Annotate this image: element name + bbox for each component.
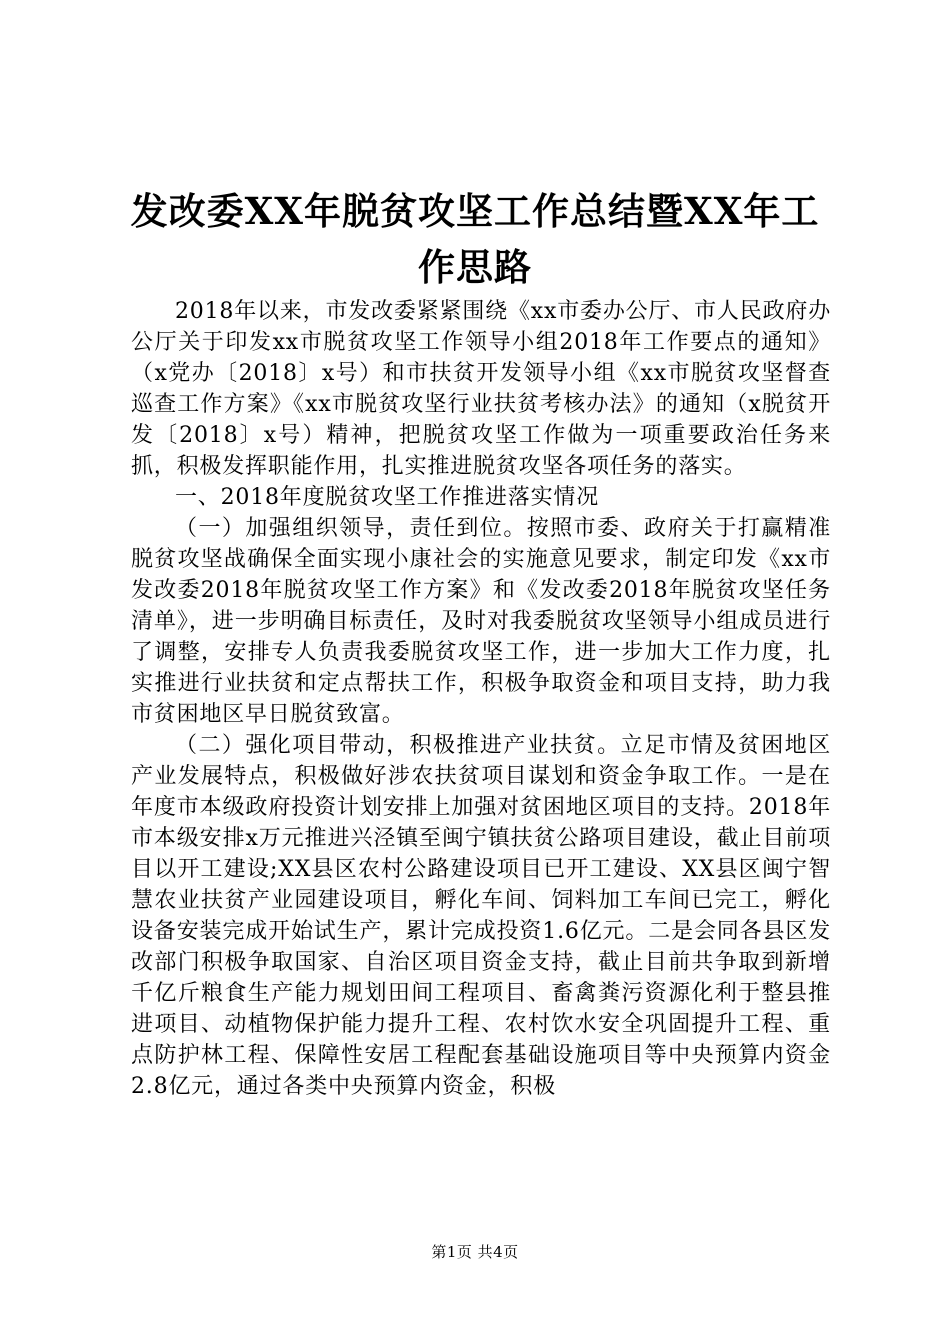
intro-paragraph: 2018年以来，市发改委紧紧围绕《xx市委办公厅、市人民政府办公厅关于印发xx市脱贫攻坚工作领导小组2018年工作要点的通知》（x党办〔2018〕x号）和市扶贫开发领导小组《xx市脱贫攻坚督查巡查工作方案》《xx市脱贫攻坚行业扶贫考核办法》的通知（x脱贫开发〔2018〕x号）精神，把脱贫攻坚工作做为一项重要政治任务来抓，积极发挥职能作用，扎实推进脱贫攻坚各项任务的落实。 [131, 299, 831, 479]
document-body [131, 296, 831, 1102]
section-paragraph-2: （二）强化项目带动，积极推进产业扶贫。立足市情及贫困地区产业发展特点，积极做好涉农扶贫项目谋划和资金争取工作。一是在年度市本级政府投资计划安排上加强对贫困地区项目的支持。2018年市本级安排x万元推进兴泾镇至闽宁镇扶贫公路项目建设，截止目前项目以开工建设;XX县区农村公路建设项目已开工建设、XX县区闽宁智慧农业扶贫产业园建设项目，孵化车间、饲料加工车间已完工，孵化设备安装完成开始试生产，累计完成投资1.6亿元。二是会同各县区发改部门积极争取国家、自治区项目资金支持，截止目前共争取到新增千亿斤粮食生产能力规划田间工程项目、畜禽粪污资源化利于整县推进项目、动植物保护能力提升工程、农村饮水安全巩固提升工程、重点防护林工程、保障性安居工程配套基础设施项目等中央预算内资金2.8亿元，通过各类中央预算内资金，积极 [131, 733, 831, 1099]
section-heading: 一、2018年度脱贫攻坚工作推进落实情况 [175, 485, 599, 510]
section-paragraph-1: （一）加强组织领导，责任到位。按照市委、政府关于打赢精准脱贫攻坚战确保全面实现小康社会的实施意见要求，制定印发《xx市发改委2018年脱贫攻坚工作方案》和《发改委2018年脱贫攻坚任务清单》，进一步明确目标责任，及时对我委脱贫攻坚领导小组成员进行了调整，安排专人负责我委脱贫攻坚工作，进一步加大工作力度，扎实推进行业扶贫和定点帮扶工作，积极争取资金和项目支持，助力我市贫困地区早日脱贫致富。 [131, 516, 831, 727]
page-footer: 第1页 共4页 [431, 1243, 519, 1261]
document-title: 发改委XX年脱贫攻坚工作总结暨XX年工作思路 [130, 188, 820, 289]
